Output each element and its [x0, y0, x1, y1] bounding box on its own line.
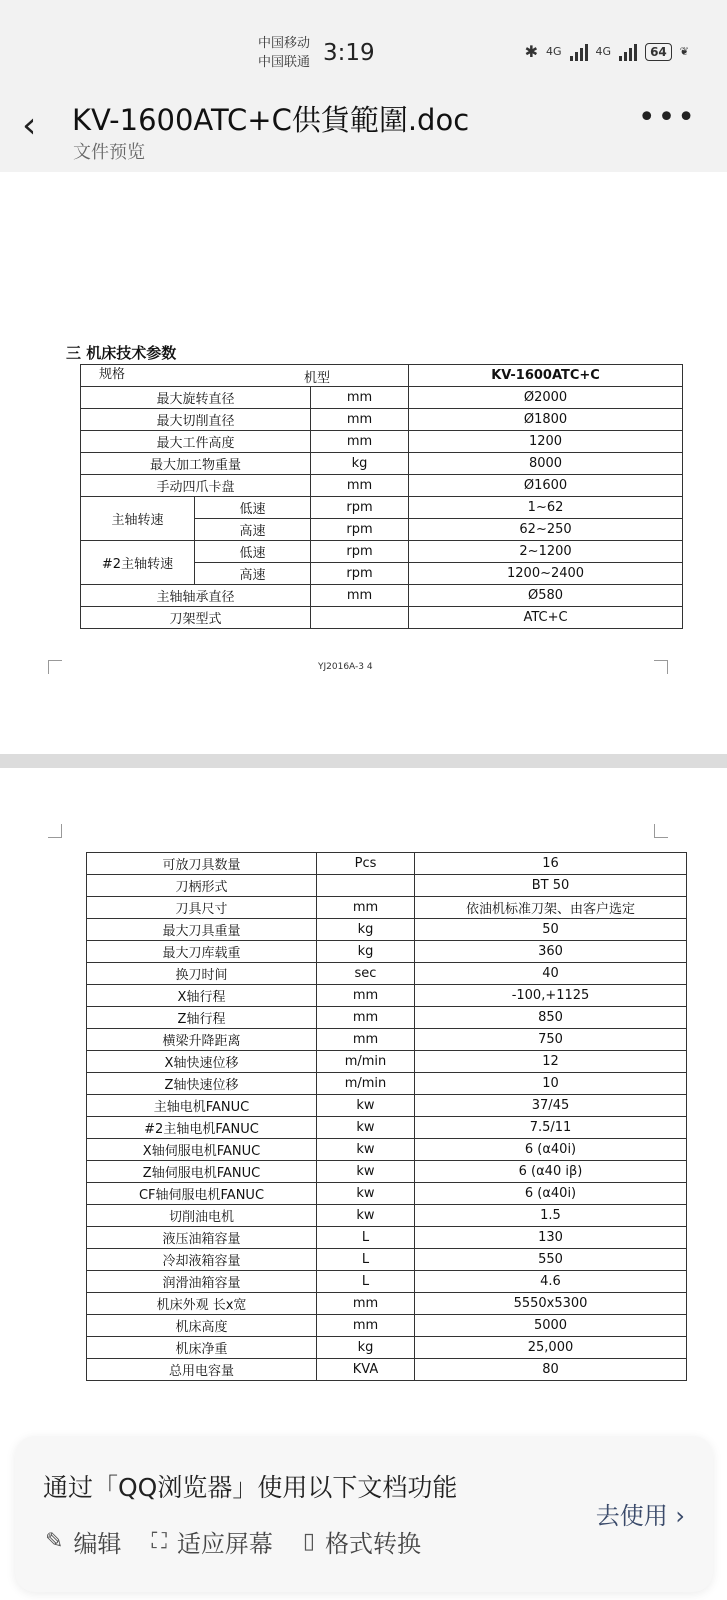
- table-row: [87, 897, 687, 919]
- row-name: 切削油电机: [87, 1205, 317, 1227]
- row-unit: [311, 607, 409, 629]
- carrier-1: 中国移动: [258, 36, 311, 51]
- row-value: 37/45: [415, 1095, 687, 1117]
- network-type-1: 4G: [546, 45, 562, 58]
- back-icon[interactable]: ‹: [22, 105, 37, 146]
- fit-screen-button[interactable]: [151, 1524, 272, 1559]
- table-row: [87, 985, 687, 1007]
- row-unit: mm: [317, 985, 415, 1007]
- row-value: 750: [415, 1029, 687, 1051]
- row-name: 最大工件高度: [81, 431, 311, 453]
- row-unit: mm: [311, 585, 409, 607]
- row-name: 横梁升降距离: [87, 1029, 317, 1051]
- format-convert-button[interactable]: [303, 1524, 421, 1559]
- crop-mark: [654, 660, 668, 674]
- row-unit: kg: [317, 919, 415, 941]
- row-name: 刀柄形式: [87, 875, 317, 897]
- row-name: 机床外观 长x宽: [87, 1293, 317, 1315]
- format-convert-label: 格式转换: [324, 1530, 421, 1558]
- row-value: 50: [415, 919, 687, 941]
- row-value: 4.6: [415, 1271, 687, 1293]
- row-value: 依油机标准刀架、由客户选定: [415, 897, 687, 919]
- row-unit: mm: [311, 387, 409, 409]
- row-name: #2主轴电机FANUC: [87, 1117, 317, 1139]
- row-subname: 低速: [195, 541, 311, 563]
- table-row: [87, 1359, 687, 1381]
- table-row: [87, 1161, 687, 1183]
- row-unit: mm: [317, 1315, 415, 1337]
- row-value: 10: [415, 1073, 687, 1095]
- row-unit: KVA: [317, 1359, 415, 1381]
- row-unit: rpm: [311, 541, 409, 563]
- table-row: [87, 941, 687, 963]
- row-value: Ø1800: [409, 409, 683, 431]
- row-unit: sec: [317, 963, 415, 985]
- row-name: 刀具尺寸: [87, 897, 317, 919]
- row-unit: kg: [317, 1337, 415, 1359]
- model-name: KV-1600ATC+C: [409, 365, 683, 387]
- table-row: [87, 963, 687, 985]
- row-value: 5550x5300: [415, 1293, 687, 1315]
- row-name: 主轴电机FANUC: [87, 1095, 317, 1117]
- row-value: 80: [415, 1359, 687, 1381]
- table-row: [81, 475, 683, 497]
- row-unit: rpm: [311, 519, 409, 541]
- go-use-button[interactable]: [596, 1496, 685, 1531]
- row-unit: mm: [311, 409, 409, 431]
- table-row: [81, 585, 683, 607]
- table-row: [87, 1073, 687, 1095]
- row-unit: Pcs: [317, 853, 415, 875]
- row-name: X轴伺服电机FANUC: [87, 1139, 317, 1161]
- row-value: 1.5: [415, 1205, 687, 1227]
- row-value: -100,+1125: [415, 985, 687, 1007]
- row-value: ATC+C: [409, 607, 683, 629]
- row-unit: kw: [317, 1117, 415, 1139]
- row-name: 最大旋转直径: [81, 387, 311, 409]
- spec-table-1: [80, 364, 683, 629]
- table-row: [81, 431, 683, 453]
- row-unit: mm: [317, 1029, 415, 1051]
- row-unit: rpm: [311, 563, 409, 585]
- row-value: 8000: [409, 453, 683, 475]
- signal-icon-2: [619, 43, 637, 61]
- row-name: 刀架型式: [81, 607, 311, 629]
- row-unit: kg: [317, 941, 415, 963]
- page-footer: YJ2016A-3 4: [318, 662, 373, 672]
- row-unit: L: [317, 1249, 415, 1271]
- row-value: Ø580: [409, 585, 683, 607]
- table-row: [87, 1293, 687, 1315]
- row-subname: 低速: [195, 497, 311, 519]
- row-value: 5000: [415, 1315, 687, 1337]
- edit-button[interactable]: [45, 1524, 121, 1559]
- network-type-2: 4G: [595, 45, 612, 58]
- header-spec-label: 规格: [99, 367, 126, 382]
- row-value: Ø2000: [409, 387, 683, 409]
- leaf-icon: ❦: [679, 45, 689, 58]
- diagonal-header-cell: [81, 365, 409, 387]
- row-name: 最大切削直径: [81, 409, 311, 431]
- fit-screen-icon: ⛶: [151, 1529, 167, 1554]
- row-unit: mm: [317, 897, 415, 919]
- row-unit: kw: [317, 1205, 415, 1227]
- row-name: 主轴轴承直径: [81, 585, 311, 607]
- row-name: 机床净重: [87, 1337, 317, 1359]
- table-row: [87, 1227, 687, 1249]
- document-page-1: [0, 172, 727, 754]
- row-value: 6 (α40 iβ): [415, 1161, 687, 1183]
- row-value: 62~250: [409, 519, 683, 541]
- row-value: 25,000: [415, 1337, 687, 1359]
- section-title: 三 机床技术参数: [66, 344, 177, 362]
- table-row: [81, 541, 683, 563]
- row-value: 1200~2400: [409, 563, 683, 585]
- row-name: CF轴伺服电机FANUC: [87, 1183, 317, 1205]
- crop-mark: [654, 824, 668, 838]
- app-header: [0, 86, 727, 172]
- row-unit: mm: [317, 1293, 415, 1315]
- row-unit: m/min: [317, 1051, 415, 1073]
- row-value: 16: [415, 853, 687, 875]
- row-value: 850: [415, 1007, 687, 1029]
- row-value: 130: [415, 1227, 687, 1249]
- spec-table-2: [86, 852, 687, 1381]
- table-row: [87, 1139, 687, 1161]
- row-name: X轴快速位移: [87, 1051, 317, 1073]
- qq-browser-banner[interactable]: [15, 1436, 713, 1592]
- row-value: 550: [415, 1249, 687, 1271]
- bluetooth-icon: ✱: [524, 42, 539, 61]
- row-name: 冷却液箱容量: [87, 1249, 317, 1271]
- header-model-label: 机型: [304, 371, 331, 386]
- status-bar: [0, 0, 727, 86]
- signal-icon: [570, 43, 588, 61]
- row-subname: 高速: [195, 563, 311, 585]
- row-name: 可放刀具数量: [87, 853, 317, 875]
- table-row: [87, 1051, 687, 1073]
- chevron-right-icon: ›: [675, 1502, 685, 1530]
- row-unit: mm: [317, 1007, 415, 1029]
- row-name: Z轴伺服电机FANUC: [87, 1161, 317, 1183]
- edit-label: 编辑: [73, 1530, 122, 1558]
- table-row: [81, 497, 683, 519]
- row-unit: kw: [317, 1139, 415, 1161]
- row-name: X轴行程: [87, 985, 317, 1007]
- table-row: [87, 1007, 687, 1029]
- row-name: 润滑油箱容量: [87, 1271, 317, 1293]
- row-value: 1~62: [409, 497, 683, 519]
- row-name: 总用电容量: [87, 1359, 317, 1381]
- row-unit: kw: [317, 1161, 415, 1183]
- table-row: [81, 453, 683, 475]
- table-row: [87, 1117, 687, 1139]
- table-row: [81, 607, 683, 629]
- row-name: Z轴行程: [87, 1007, 317, 1029]
- row-name: Z轴快速位移: [87, 1073, 317, 1095]
- table-row: [87, 1271, 687, 1293]
- table-row: [81, 387, 683, 409]
- row-unit: [317, 875, 415, 897]
- row-unit: kg: [311, 453, 409, 475]
- table-row: [87, 1315, 687, 1337]
- row-unit: L: [317, 1227, 415, 1249]
- row-unit: kw: [317, 1183, 415, 1205]
- row-value: 6 (α40i): [415, 1139, 687, 1161]
- row-value: 360: [415, 941, 687, 963]
- system-icons: [525, 42, 689, 61]
- page-separator: [0, 754, 727, 768]
- row-unit: m/min: [317, 1073, 415, 1095]
- banner-text: 通过「QQ浏览器」使用以下文档功能: [43, 1473, 458, 1502]
- document-icon: ▯: [302, 1529, 315, 1554]
- crop-mark: [48, 660, 62, 674]
- table-row: [87, 1205, 687, 1227]
- row-unit: rpm: [311, 497, 409, 519]
- carrier-info: [258, 34, 310, 72]
- document-title: KV-1600ATC+C供貨範圍.doc: [72, 103, 470, 137]
- crop-mark: [48, 824, 62, 838]
- table-row: [87, 875, 687, 897]
- fit-screen-label: 适应屏幕: [176, 1530, 273, 1558]
- table-row: [87, 1183, 687, 1205]
- table-row: [87, 1337, 687, 1359]
- row-name: #2主轴转速: [81, 541, 195, 585]
- row-value: BT 50: [415, 875, 687, 897]
- row-unit: kw: [317, 1095, 415, 1117]
- table-row: [87, 853, 687, 875]
- table-row: [87, 1249, 687, 1271]
- table-row: [87, 919, 687, 941]
- row-value: 1200: [409, 431, 683, 453]
- table-row: [87, 1029, 687, 1051]
- document-subtitle: 文件预览: [73, 142, 145, 163]
- row-subname: 高速: [195, 519, 311, 541]
- row-unit: mm: [311, 431, 409, 453]
- row-value: Ø1600: [409, 475, 683, 497]
- row-value: 40: [415, 963, 687, 985]
- row-name: 换刀时间: [87, 963, 317, 985]
- row-value: 7.5/11: [415, 1117, 687, 1139]
- carrier-2: 中国联通: [258, 55, 311, 70]
- table-row: [81, 409, 683, 431]
- table-header-row: [81, 365, 683, 387]
- clock: 3:19: [323, 40, 375, 66]
- banner-actions: [45, 1524, 421, 1559]
- go-use-label: 去使用: [595, 1502, 668, 1530]
- row-name: 最大刀库载重: [87, 941, 317, 963]
- row-name: 最大加工物重量: [81, 453, 311, 475]
- table-row: [87, 1095, 687, 1117]
- row-name: 机床高度: [87, 1315, 317, 1337]
- more-options-icon[interactable]: •••: [637, 100, 697, 135]
- row-name: 最大刀具重量: [87, 919, 317, 941]
- edit-icon: ✎: [45, 1529, 64, 1554]
- battery-icon: 64: [645, 43, 672, 61]
- row-unit: mm: [311, 475, 409, 497]
- row-name: 主轴转速: [81, 497, 195, 541]
- row-name: 液压油箱容量: [87, 1227, 317, 1249]
- row-value: 12: [415, 1051, 687, 1073]
- row-value: 2~1200: [409, 541, 683, 563]
- row-name: 手动四爪卡盘: [81, 475, 311, 497]
- row-unit: L: [317, 1271, 415, 1293]
- row-value: 6 (α40i): [415, 1183, 687, 1205]
